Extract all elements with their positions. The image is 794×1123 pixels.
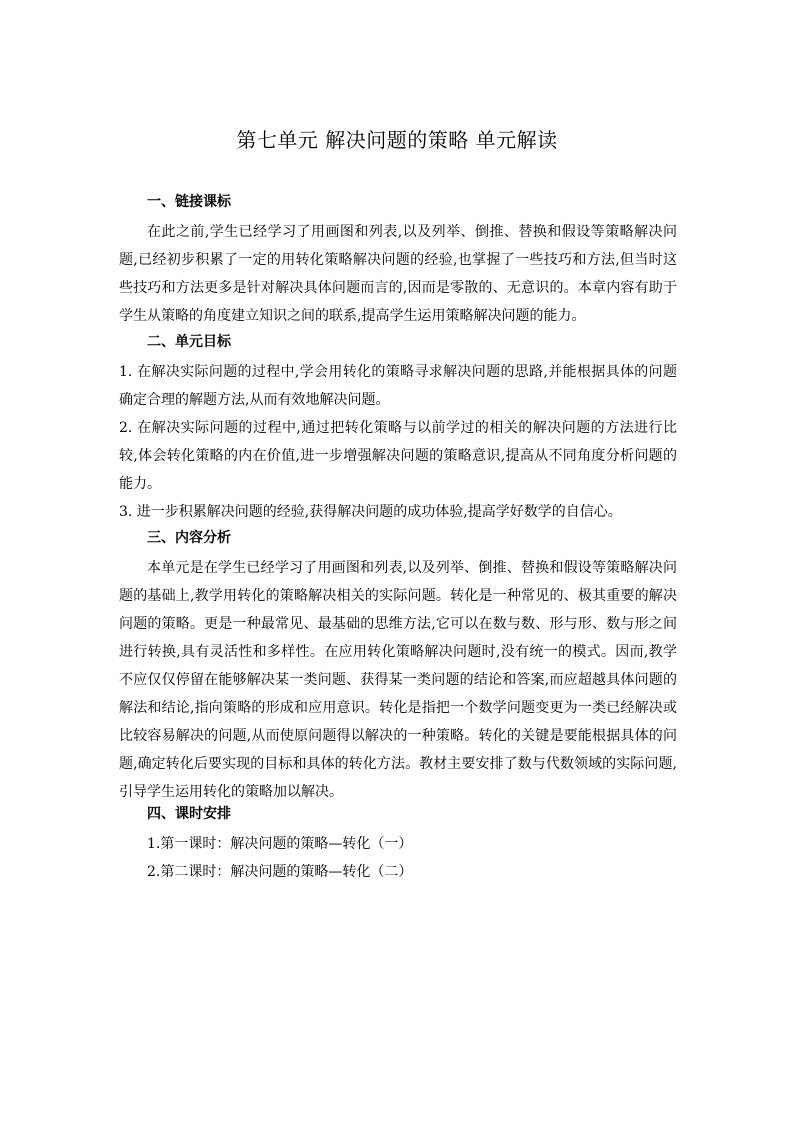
paragraph: 在此之前,学生已经学习了用画图和列表,以及列举、倒推、替换和假设等策略解决问题,已经初步积累了一定的用转化策略解决问题的经验,也掌握了一些技巧和方法,但当时这些技巧和方法更多是针对解决具体问题而言的,因而是零散的、无意识的。本章内容有助于学生从策略的角度建立知识之间的联系,提高学生运用策略解决问题的能力。 [119, 224, 677, 324]
paragraph: 本单元是在学生已经学习了用画图和列表,以及列举、倒推、替换和假设等策略解决问题的基础上,教学用转化的策略解决相关的实际问题。转化是一种常见的、极其重要的解决问题的策略。更是一种最常见、最基础的思维方法,它可以在数与数、形与形、数与形之间进行转换,具有灵活性和多样性。在应用转化策略解决问题时,没有统一的模式。因而,教学不应仅仅停留在能够解决某一类问题、获得某一类问题的结论和答案,而应超越具体问题的解法和结论,指向策略的形成和应用意识。转化是指把一个数学问题变更为一类已经解决或比较容易解决的问题,从而使原问题得以解决的一种策略。转化的关键是要能根据具体的问题,确定转化后要实现的目标和具体的转化方法。教材主要安排了数与代数领域的实际问题,引导学生运用转化的策略加以解决。 [119, 560, 677, 800]
section-content-analysis [119, 528, 677, 548]
section-unit-goals [119, 332, 677, 352]
section-link-standards-body [119, 218, 677, 330]
list-item: 2. 在解决实际问题的过程中,通过把转化策略与以前学过的相关的解决问题的方法进行比较,体会转化策略的内在价值,进一步增强解决问题的策略意识,提高从不同角度分析问题的能力。 [119, 420, 677, 492]
list-item: 1.第一课时：解决问题的策略—转化（一） [147, 836, 413, 852]
list-item: 3. 进一步积累解决问题的经验,获得解决问题的成功体验,提高学好数学的自信心。 [119, 504, 622, 520]
section-unit-goals-list [119, 358, 677, 526]
list-item: 1. 在解决实际问题的过程中,学会用转化的策略寻求解决问题的思路,并能根据具体的问题确定合理的解题方法,从而有效地解决问题。 [119, 364, 677, 408]
section-heading: 一、链接课标 [147, 194, 231, 210]
section-content-analysis-body [119, 554, 677, 806]
section-lesson-schedule [119, 804, 677, 824]
section-heading: 二、单元目标 [147, 334, 231, 350]
section-lesson-schedule-list [119, 830, 677, 886]
section-link-standards [119, 192, 677, 212]
list-item: 2.第二课时：解决问题的策略—转化（二） [147, 864, 413, 880]
document-title: 第七单元 解决问题的策略 单元解读 [236, 128, 558, 152]
section-heading: 三、内容分析 [147, 530, 231, 546]
section-heading: 四、课时安排 [147, 806, 231, 822]
